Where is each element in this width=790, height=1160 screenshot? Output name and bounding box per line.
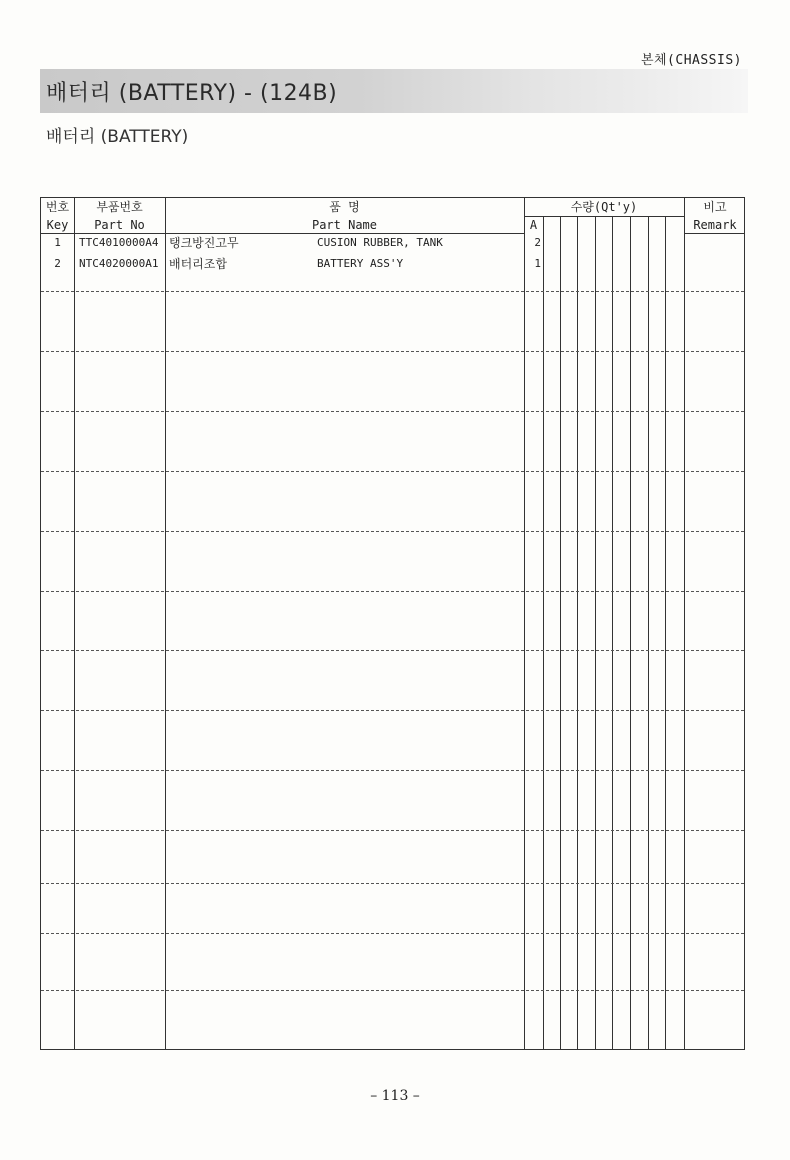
header-bottom-line — [684, 233, 744, 234]
row-qty: 2 — [534, 236, 541, 249]
row-separator — [41, 471, 744, 472]
row-name-en: CUSION RUBBER, TANK — [317, 236, 443, 249]
row-separator — [41, 411, 744, 412]
row-separator — [41, 531, 744, 532]
row-separator — [41, 883, 744, 884]
qty-divider — [630, 216, 631, 1049]
header-qty-col-a: A — [529, 218, 538, 232]
row-name-en: BATTERY ASS'Y — [317, 257, 404, 270]
header-remark-kr: 비고 — [703, 200, 727, 214]
header-partno-en: Part No — [94, 218, 145, 232]
header-name-kr: 품 명 — [329, 200, 360, 214]
row-separator — [41, 830, 744, 831]
parts-table — [40, 197, 745, 1050]
row-separator — [41, 710, 744, 711]
row-separator — [41, 933, 744, 934]
header-key-kr: 번호 — [45, 200, 70, 214]
row-separator — [41, 351, 744, 352]
row-key: 1 — [54, 236, 61, 249]
header-bottom-line — [41, 233, 524, 234]
header-key-en: Key — [46, 218, 69, 232]
section-label: 본체(CHASSIS) — [640, 53, 742, 68]
row-part-no: TTC4010000A4 — [79, 236, 159, 249]
row-key: 2 — [54, 257, 61, 270]
qty-divider — [648, 216, 649, 1049]
qty-divider — [560, 216, 561, 1049]
header-name-en: Part Name — [311, 218, 378, 232]
header-partno-kr: 부품번호 — [96, 200, 143, 214]
qty-header-line — [524, 216, 684, 217]
col-divider — [684, 198, 685, 1049]
qty-divider — [543, 216, 544, 1049]
col-divider — [524, 198, 525, 1049]
page-title: 배터리 (BATTERY) - (124B) — [46, 81, 338, 106]
page-subtitle: 배터리 (BATTERY) — [46, 127, 189, 147]
row-part-no: NTC4020000A1 — [79, 257, 159, 270]
header-qty-kr: 수량(Qt'y) — [570, 200, 638, 214]
row-name-kr: 탱크방진고무 — [169, 236, 239, 250]
qty-divider — [577, 216, 578, 1049]
header-remark-en: Remark — [693, 218, 737, 232]
row-name-kr: 배터리조합 — [169, 257, 227, 271]
row-separator — [41, 650, 744, 651]
qty-divider — [595, 216, 596, 1049]
row-separator — [41, 770, 744, 771]
row-qty: 1 — [534, 257, 541, 270]
qty-divider — [665, 216, 666, 1049]
row-separator — [41, 291, 744, 292]
col-divider — [165, 198, 166, 1049]
page-number: – 113 – — [370, 1088, 420, 1104]
col-divider — [74, 198, 75, 1049]
qty-divider — [612, 216, 613, 1049]
row-separator — [41, 591, 744, 592]
row-separator — [41, 990, 744, 991]
